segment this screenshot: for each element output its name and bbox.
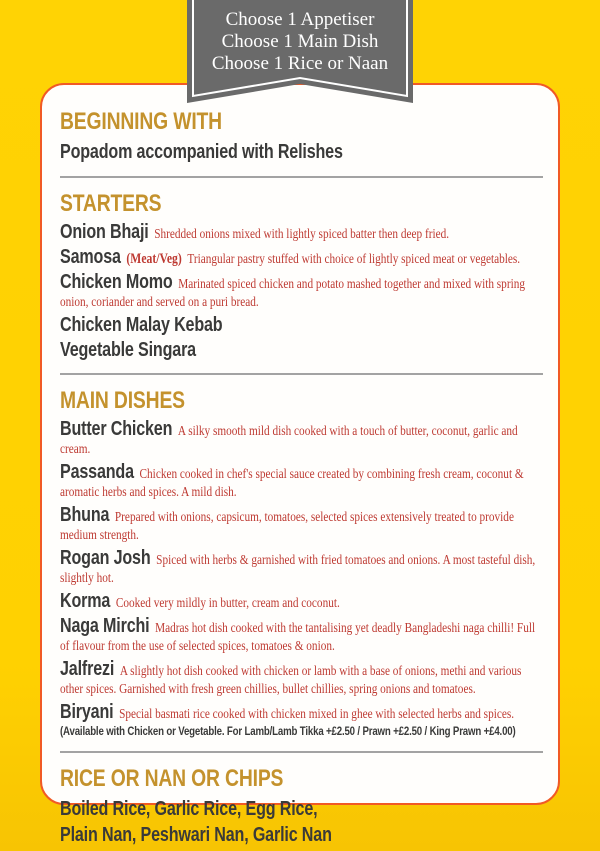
menu-item <box>60 247 543 268</box>
dish-description: Special basmati rice cooked with chicken mixed in ghee with selected herbs and spices. <box>119 707 515 722</box>
menu-item <box>60 548 543 587</box>
menu-item: Boiled Rice, Garlic Rice, Egg Rice, <box>60 798 318 820</box>
dish-description: Spiced with herbs & garnished with fried tomatoes and onions. A most tasteful dish, slightly hot. <box>60 553 536 586</box>
menu-item <box>60 222 543 243</box>
dish-description: Madras hot dish cooked with the tantalising yet deadly Bangladeshi naga chilli! Full of flavour from the use of selected spices, tomatoes & onion. <box>60 621 536 654</box>
ribbon-text <box>187 9 413 75</box>
dish-name: Naga Mirchi <box>60 615 150 637</box>
section-heading: RICE OR NAN OR CHIPS <box>60 765 284 792</box>
dish-description: Chicken cooked in chef's special sauce created by combining fresh cream, coconut & aromatic herbs and spices. A mild dish. <box>60 467 524 500</box>
dish-description: Triangular pastry stuffed with choice of lightly spiced meat or vegetables. <box>187 252 521 267</box>
menu-item <box>60 462 543 501</box>
menu-item <box>60 702 543 739</box>
menu-content <box>60 109 543 847</box>
dish-description: A silky smooth mild dish cooked with a touch of butter, coconut, garlic and cream. <box>60 424 518 457</box>
section-beginning-with <box>60 109 543 164</box>
dish-name: Onion Bhaji <box>60 221 149 243</box>
section-divider <box>60 751 543 753</box>
menu-item: Plain Nan, Peshwari Nan, Garlic Nan <box>60 824 332 846</box>
ribbon-line: Choose 1 Rice or Naan <box>211 53 389 74</box>
dish-name: Biryani <box>60 701 114 723</box>
dish-option-tag: (Meat/Veg) <box>126 251 182 267</box>
ribbon-banner <box>187 0 413 104</box>
ribbon-line: Choose 1 Appetiser <box>225 9 375 30</box>
menu-item <box>60 272 543 311</box>
dish-name: Korma <box>60 590 111 612</box>
section-rice-or-nan <box>60 766 543 847</box>
dish-description: Shredded onions mixed with lightly spiced batter then deep fried. <box>154 227 450 242</box>
dish-name: Chicken Momo <box>60 271 173 293</box>
menu-item <box>60 419 543 458</box>
ribbon-line: Choose 1 Main Dish <box>221 31 379 52</box>
dish-description: A slightly hot dish cooked with chicken or lamb with a base of onions, methi and various other spices. Garnished with fresh green chillies, bullet chillies, spring onions and tomatoes. <box>60 664 522 697</box>
dish-description: Prepared with onions, capsicum, tomatoes, selected spices extensively treated to provide medium strength. <box>60 510 514 543</box>
dish-description: Cooked very mildly in butter, cream and coconut. <box>115 596 340 611</box>
dish-name: Chicken Malay Kebab <box>60 314 223 336</box>
section-starters <box>60 191 543 361</box>
section-divider <box>60 176 543 178</box>
section-heading: MAIN DISHES <box>60 387 185 414</box>
dish-name: Rogan Josh <box>60 547 151 569</box>
dish-description: Marinated spiced chicken and potato mashed together and mixed with spring onion, coriander and served on a puri bread. <box>60 277 525 310</box>
menu-item <box>60 616 543 655</box>
dish-name: Butter Chicken <box>60 418 173 440</box>
dish-name: Bhuna <box>60 504 110 526</box>
dish-name: Samosa <box>60 246 121 268</box>
menu-item <box>60 591 543 612</box>
dish-name: Vegetable Singara <box>60 339 196 361</box>
section-heading: STARTERS <box>60 190 162 217</box>
section-divider <box>60 373 543 375</box>
menu-item <box>60 315 543 336</box>
dish-availability-note: (Available with Chicken or Vegetable. For Lamb/Lamb Tikka +£2.50 / Prawn +£2.50 / King Prawn +£4.00) <box>60 724 516 738</box>
menu-card <box>40 83 560 846</box>
section-heading: BEGINNING WITH <box>60 108 222 135</box>
menu-item <box>60 340 543 361</box>
dish-name: Passanda <box>60 461 134 483</box>
section-main-dishes <box>60 388 543 739</box>
menu-item <box>60 505 543 544</box>
menu-item: Popadom accompanied with Relishes <box>60 141 343 163</box>
menu-item <box>60 659 543 698</box>
dish-name: Jalfrezi <box>60 658 115 680</box>
